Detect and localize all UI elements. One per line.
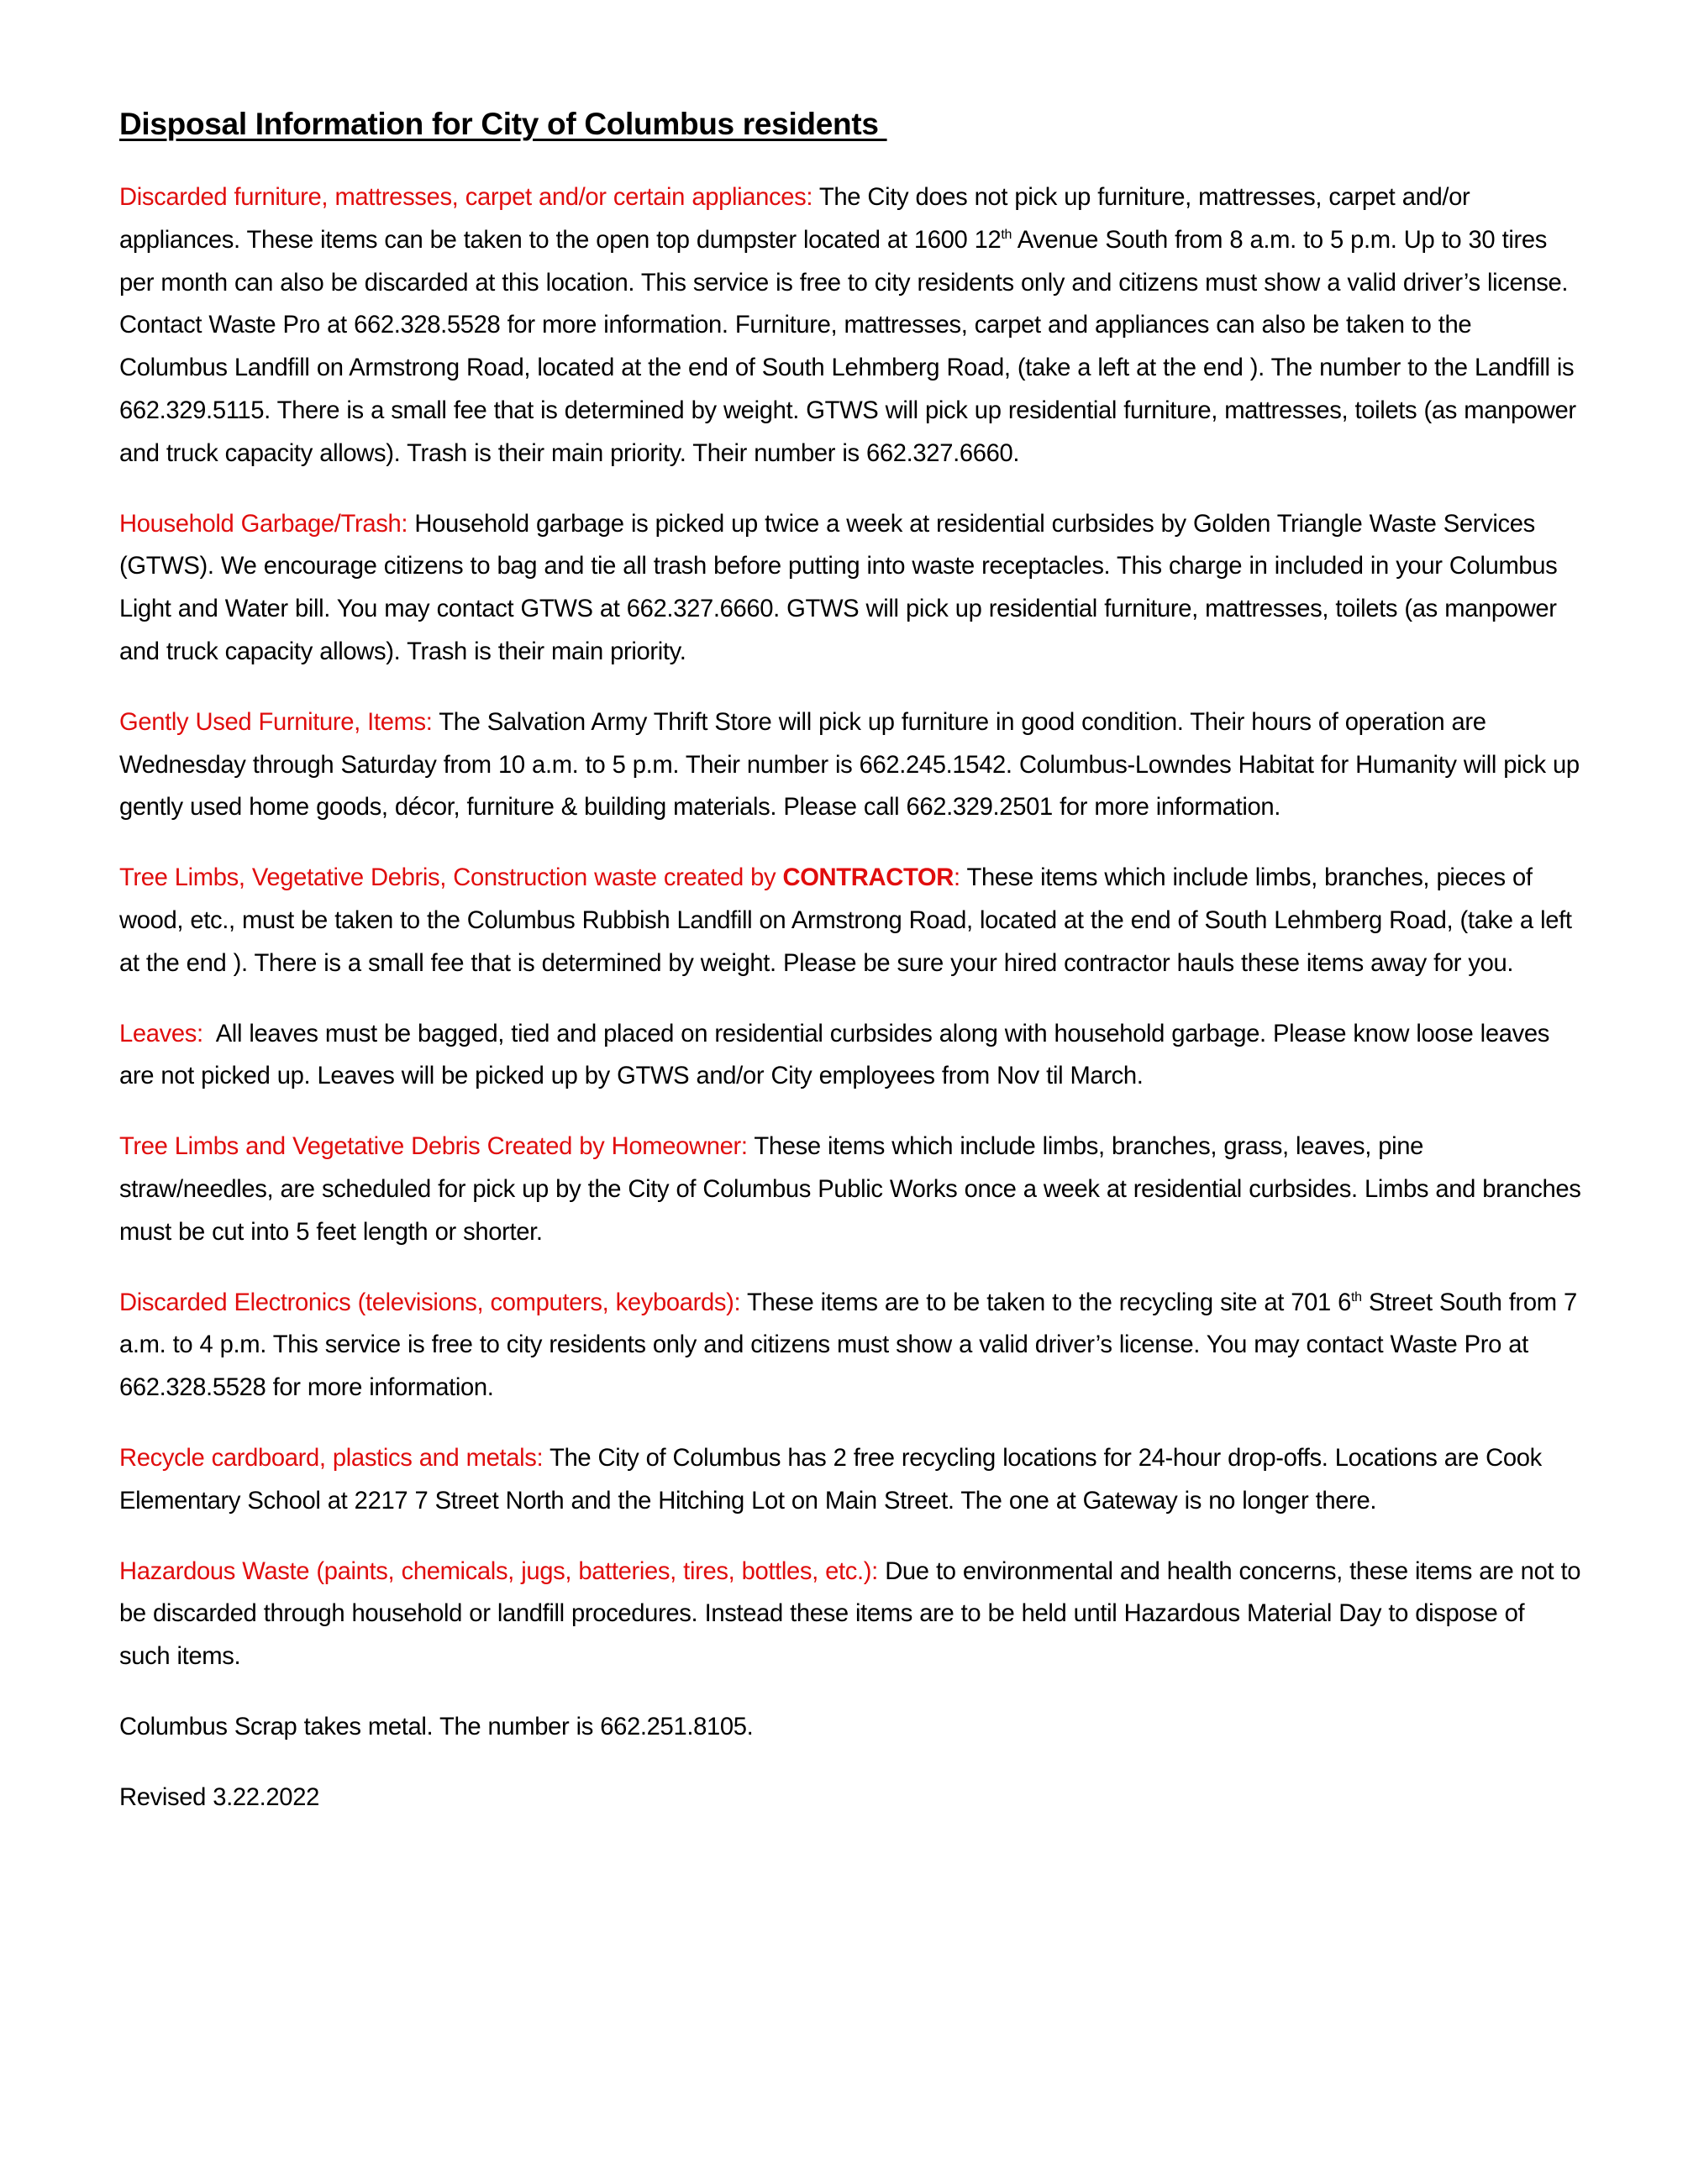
section-homeowner-debris [119, 1126, 1581, 1253]
section-gently-used-furniture [119, 701, 1581, 829]
section-body: The City of Columbus has 2 free recycling locations for 24-hour drop-offs. Locations are Cook Elementary School at 2217 7 Street North and the Hitching Lot on Main Street. The one at Gateway is no longer there. [119, 1444, 1542, 1515]
section-body: These items are to be taken to the recycling site at 701 6 [740, 1289, 1352, 1316]
ordinal-suffix: th [1351, 1289, 1362, 1305]
section-electronics [119, 1282, 1581, 1410]
section-label: Discarded Electronics (televisions, computers, keyboards): [119, 1289, 741, 1316]
section-recycling [119, 1437, 1581, 1523]
scrap-metal-note: Columbus Scrap takes metal. The number is 662.251.8105. [119, 1713, 754, 1740]
section-body-continued: Avenue South from 8 a.m. to 5 p.m. Up to 30 tires per month can also be discarded at this location. This service is free to city residents only and citizens must show a valid driver’s license. Contact Waste Pro at 662.328.5528 for more information. Furniture, mattresses, carpet and appliances can also be taken to the Columbus Landfill on Armstrong Road, located at the end of South Lehmberg Road, (take a left at the end ). The number to the Landfill is 662.329.5115. There is a small fee that is determined by weight. GTWS will pick up residential furniture, mattresses, toilets (as manpower and truck capacity allows). Trash is their main priority. Their number is 662.327.6660. [119, 226, 1576, 467]
section-body: The Salvation Army Thrift Store will pick up furniture in good condition. Their hours of operation are Wednesday through Saturday from 10 a.m. to 5 p.m. Their number is 662.245.1542. Columbus-Lowndes Habitat for Humanity will pick up gently used home goods, décor, furniture & building materials. Please call 662.329.2501 for more information. [119, 708, 1580, 822]
section-contractor-debris [119, 857, 1581, 984]
section-body: These items which include limbs, branches, pieces of wood, etc., must be taken to the Columbus Rubbish Landfill on Armstrong Road, located at the end of South Lehmberg Road, (take a left at the end ). There is a small fee that is determined by weight. Please be sure your hired contractor hauls these items away for you. [119, 864, 1572, 977]
section-body: The City does not pick up furniture, mattresses, carpet and/or appliances. These items can be taken to the open top dumpster located at 1600 12 [119, 184, 1470, 254]
section-label: Tree Limbs and Vegetative Debris Created by Homeowner: [119, 1133, 748, 1161]
section-body-continued: Street South from 7 a.m. to 4 p.m. This service is free to city residents only and citizens must show a valid driver’s license. You may contact Waste Pro at 662.328.5528 for more information. [119, 1289, 1577, 1402]
ordinal-suffix: th [1001, 227, 1012, 242]
section-label-emphasis: CONTRACTOR [782, 864, 954, 892]
section-label: Hazardous Waste (paints, chemicals, jugs, batteries, tires, bottles, etc.): [119, 1557, 878, 1585]
section-label-colon: : [953, 864, 960, 892]
section-label: Leaves: [119, 1020, 203, 1047]
section-label: Household Garbage/Trash: [119, 510, 408, 538]
document-title: Disposal Information for City of Columbus residents [119, 107, 887, 141]
section-hazardous-waste [119, 1551, 1581, 1678]
section-furniture-appliances [119, 176, 1581, 475]
revision-date: Revised 3.22.2022 [119, 1783, 319, 1811]
section-household-garbage [119, 503, 1581, 674]
section-body: Due to environmental and health concerns, these items are not to be discarded through household or landfill procedures. Instead these items are to be held until Hazardous Material Day to dispose of such items. [119, 1557, 1581, 1671]
section-label: Discarded furniture, mattresses, carpet and/or certain appliances: [119, 184, 813, 211]
section-leaves [119, 1013, 1581, 1099]
section-body: All leaves must be bagged, tied and placed on residential curbsides along with household garbage. Please know loose leaves are not picked up. Leaves will be picked up by GTWS and/or City employees from Nov til March. [119, 1020, 1557, 1090]
section-label: Gently Used Furniture, Items: [119, 708, 433, 736]
section-label: Tree Limbs, Vegetative Debris, Construction waste created by [119, 864, 783, 892]
document-page [119, 99, 1581, 1847]
section-label: Recycle cardboard, plastics and metals: [119, 1444, 544, 1472]
section-body: These items which include limbs, branches, grass, leaves, pine straw/needles, are scheduled for pick up by the City of Columbus Public Works once a week at residential curbsides. Limbs and branches must be cut into 5 feet length or shorter. [119, 1133, 1581, 1246]
section-body: Household garbage is picked up twice a week at residential curbsides by Golden Triangle Waste Services (GTWS). We encourage citizens to bag and tie all trash before putting into waste receptacles. This charge in included in your Columbus Light and Water bill. You may contact GTWS at 662.327.6660. GTWS will pick up residential furniture, mattresses, toilets (as manpower and truck capacity allows). Trash is their main priority. [119, 510, 1558, 665]
